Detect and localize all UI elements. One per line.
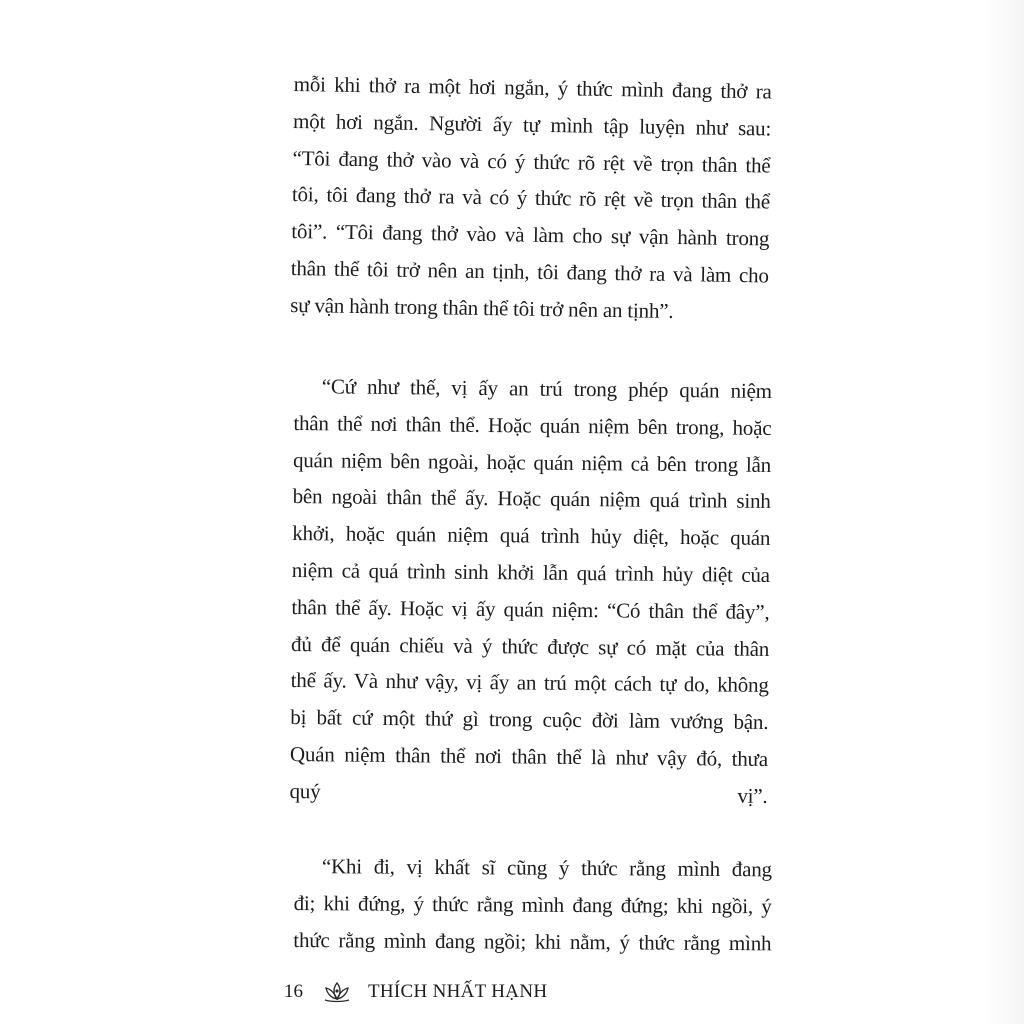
paragraph-1	[290, 66, 772, 331]
text-line: quán niệm bên ngoài, hoặc quán niệm cả bên trong lẫn	[292, 447, 772, 477]
text-line: “Tôi đang thở vào và có ý thức rõ rệt về trọn thân thể	[292, 145, 771, 178]
text-line: bị bất cứ một thứ gì trong cuộc đời làm vướng bận.	[290, 705, 769, 735]
text-line: bên ngoài thân thể ấy. Hoặc quán niệm quá trình sinh	[292, 484, 771, 514]
text-line: khởi, hoặc quán niệm quá trình hủy diệt, hoặc quán	[292, 521, 771, 551]
text-line: thân thể ấy. Hoặc vị ấy quán niệm: “Có thân thể đây”,	[291, 594, 770, 624]
text-line: thân thể tôi trở nên an tịnh, tôi đang thở ra và làm cho	[290, 255, 769, 288]
text-line: đủ để quán chiếu và ý thức được sự có mặt của thân	[290, 631, 770, 661]
text-line: quý vị”.	[289, 778, 768, 808]
page-number: 16	[284, 981, 303, 1002]
text-line: thân thể nơi thân thể. Hoặc quán niệm bên trong, hoặc	[293, 410, 772, 440]
text-line: “Cứ như thế, vị ấy an trú trong phép quán niệm	[321, 374, 772, 404]
text-line: một hơi ngắn. Người ấy tự mình tập luyện như sau:	[292, 108, 772, 141]
text-line: đi; khi đứng, ý thức rằng mình đang đứng; khi ngồi, ý	[293, 890, 772, 919]
text-line: sự vận hành trong thân thể tôi trở nên an tịnh”.	[290, 292, 674, 323]
page-gutter-shadow	[984, 0, 1024, 1024]
text-line: mỗi khi thở ra một hơi ngắn, ý thức mình đang thở ra	[293, 71, 772, 104]
text-line: Quán niệm thân thể nơi thân thể là như vậy đó, thưa	[289, 741, 769, 771]
text-line: tôi, tôi đang thở ra và có ý thức rõ rệt về trọn thân thể	[291, 182, 771, 214]
text-line	[289, 810, 767, 852]
lotus-ornament-icon	[322, 979, 352, 1005]
text-line: thức rằng mình đang ngồi; khi nằm, ý thức rằng mình	[293, 927, 772, 955]
page-footer	[284, 974, 584, 1010]
text-line: “Khi đi, vị khất sĩ cũng ý thức rằng mình đang	[321, 854, 772, 882]
paragraph-2	[289, 368, 772, 851]
text-line: thể ấy. Và như vậy, vị ấy an trú một cách tự do, không	[290, 668, 769, 698]
paragraph-3	[293, 848, 772, 962]
author-name: THÍCH NHẤT HẠNH	[368, 981, 548, 1002]
text-line: tôi”. “Tôi đang thở vào và làm cho sự vận hành trong	[291, 219, 770, 251]
text-line: niệm cả quá trình sinh khởi lẫn quá trình hủy diệt của	[291, 557, 770, 587]
